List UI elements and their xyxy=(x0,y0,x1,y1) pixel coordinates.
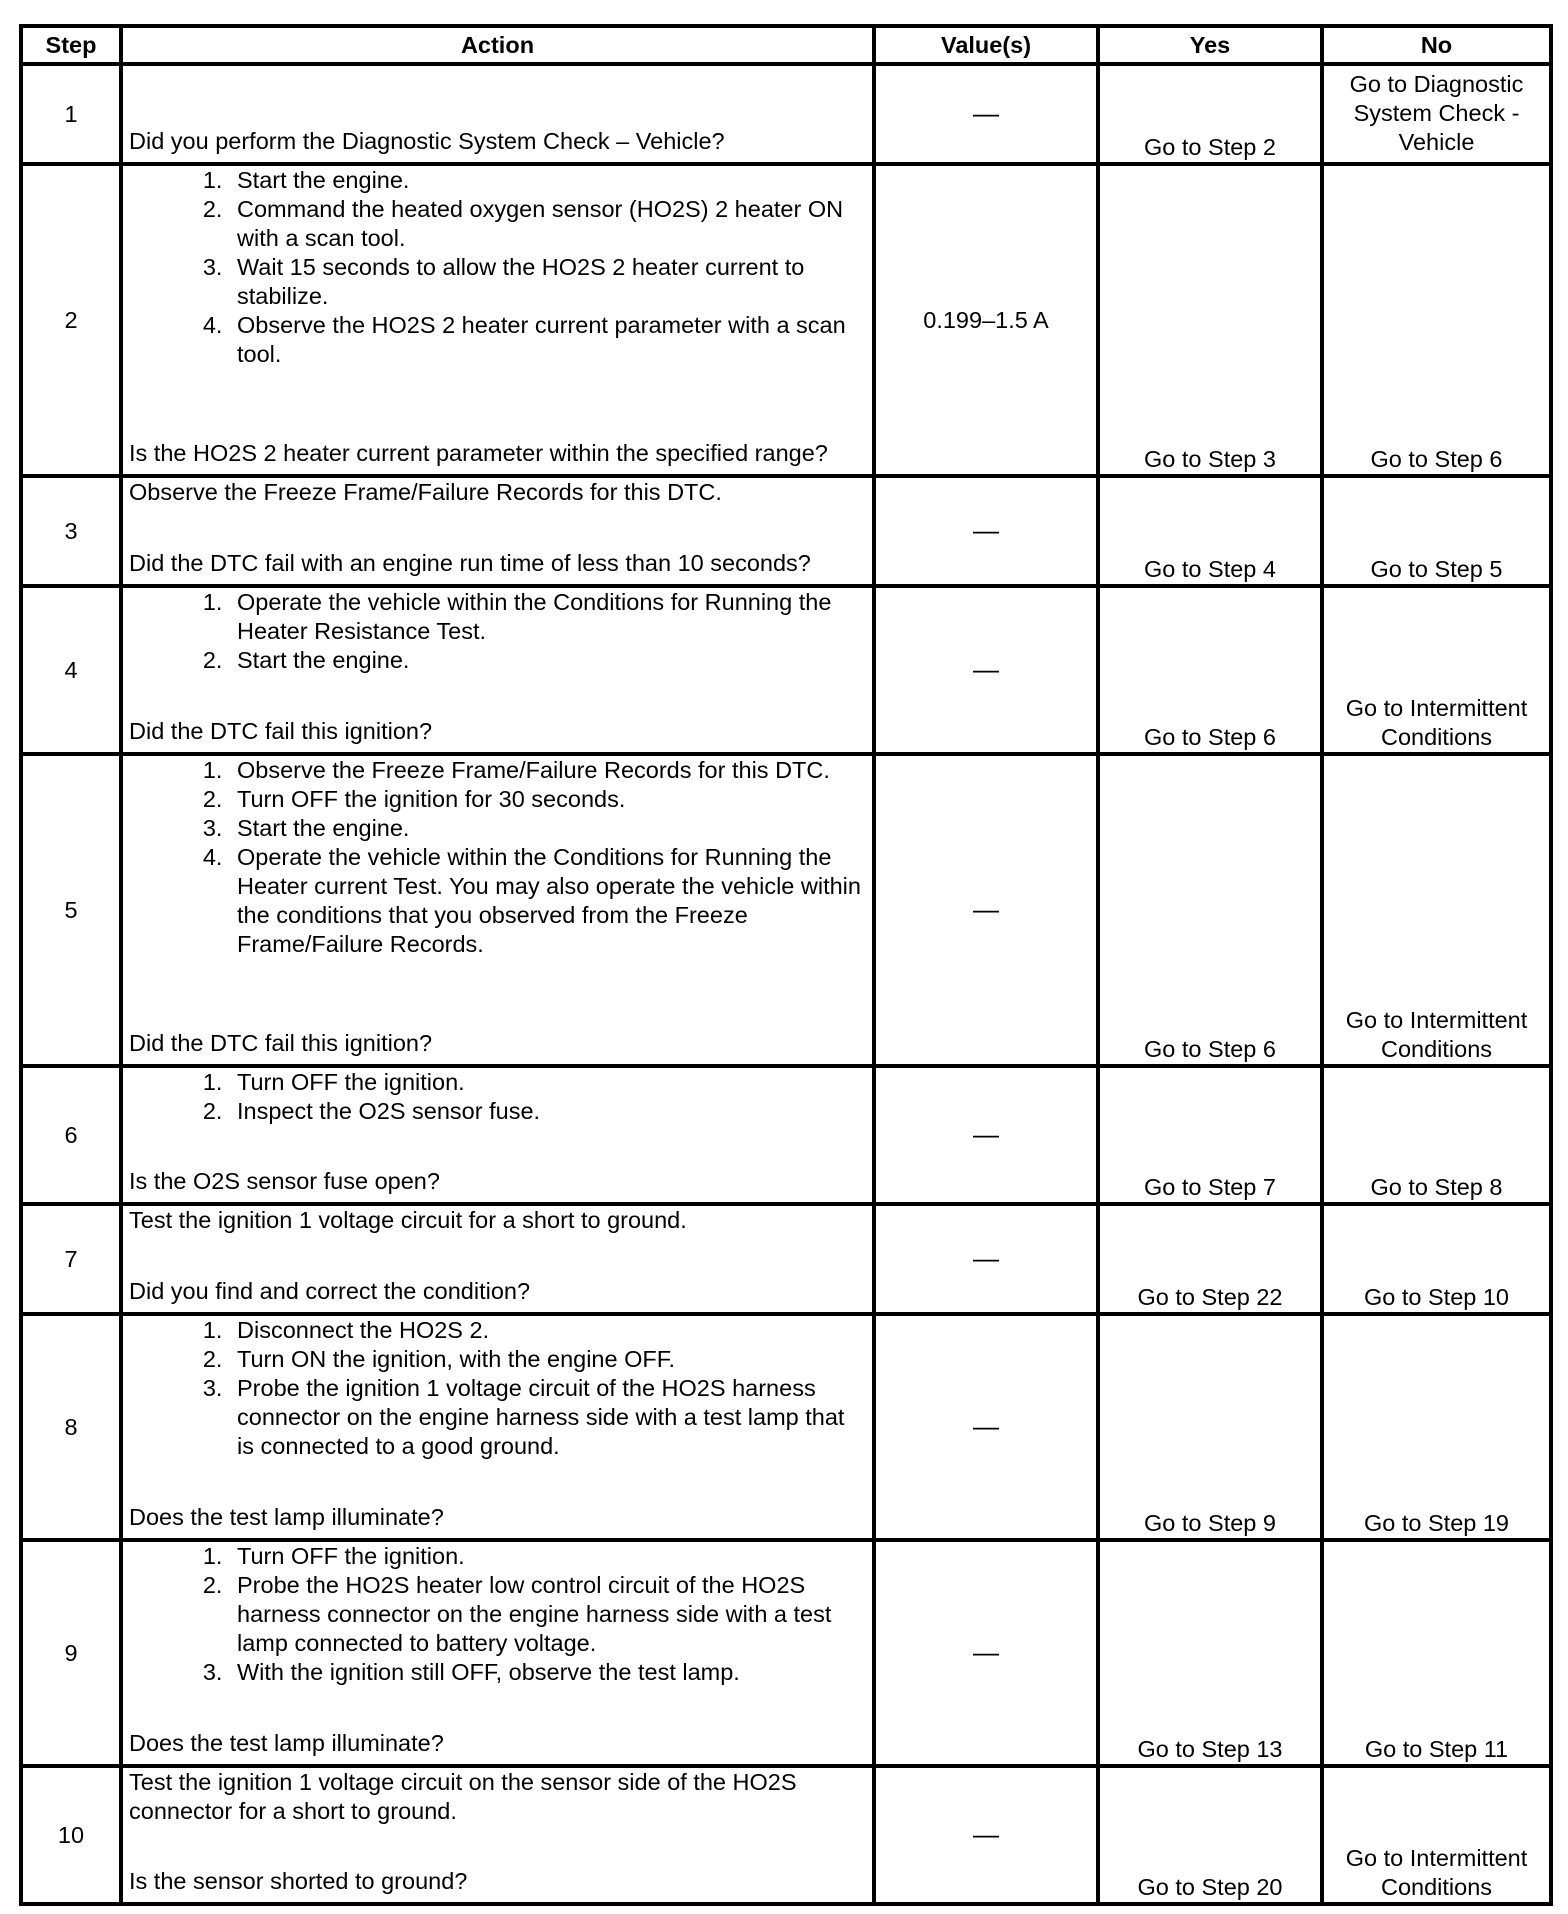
yes-action: Go to Step 20 xyxy=(1098,1766,1322,1904)
step-number: 2 xyxy=(21,164,121,476)
specified-value: — xyxy=(973,98,999,128)
step-number: 9 xyxy=(21,1540,121,1766)
action-step-item: 2. Probe the HO2S heater low control circuit of the HO2S harness connector on the engine harness side with a test lamp connected to battery voltage. xyxy=(229,1571,866,1658)
action-step-item: 4. Observe the HO2S 2 heater current parameter with a scan tool. xyxy=(229,311,866,369)
table-row xyxy=(21,1314,1551,1540)
action-instruction: Observe the Freeze Frame/Failure Records for this DTC. xyxy=(129,479,722,505)
value-cell xyxy=(874,1204,1098,1314)
diagnostic-table xyxy=(19,24,1553,1906)
step-number: 4 xyxy=(21,586,121,754)
specified-value: — xyxy=(973,1819,999,1849)
action-cell xyxy=(121,1766,874,1904)
step-number: 10 xyxy=(21,1766,121,1904)
action-question: Does the test lamp illuminate? xyxy=(129,1504,444,1530)
yes-action: Go to Step 3 xyxy=(1098,164,1322,476)
action-steps-list xyxy=(129,1316,866,1461)
no-action: Go to Intermittent Conditions xyxy=(1322,1766,1551,1904)
value-cell xyxy=(874,64,1098,164)
action-steps-list xyxy=(129,1542,866,1687)
action-question: Does the test lamp illuminate? xyxy=(129,1730,444,1756)
header-no: No xyxy=(1322,26,1551,64)
action-cell xyxy=(121,1314,874,1540)
action-step-item: 2. Inspect the O2S sensor fuse. xyxy=(229,1097,866,1126)
action-step-item: 2. Turn ON the ignition, with the engine OFF. xyxy=(229,1345,866,1374)
action-question: Is the sensor shorted to ground? xyxy=(129,1868,468,1894)
value-cell xyxy=(874,1314,1098,1540)
table-row xyxy=(21,1204,1551,1314)
yes-action: Go to Step 13 xyxy=(1098,1540,1322,1766)
action-steps-list xyxy=(129,756,866,959)
step-number: 3 xyxy=(21,476,121,586)
action-cell xyxy=(121,754,874,1066)
action-step-item: 1. Observe the Freeze Frame/Failure Records for this DTC. xyxy=(229,756,866,785)
action-cell xyxy=(121,64,874,164)
specified-value: — xyxy=(973,654,999,684)
no-action: Go to Step 5 xyxy=(1322,476,1551,586)
action-step-item: 2. Start the engine. xyxy=(229,646,866,675)
step-number: 5 xyxy=(21,754,121,1066)
value-cell xyxy=(874,1540,1098,1766)
table-row xyxy=(21,64,1551,164)
value-cell xyxy=(874,164,1098,476)
yes-action: Go to Step 4 xyxy=(1098,476,1322,586)
action-instruction: Test the ignition 1 voltage circuit on the sensor side of the HO2S connector for a short to ground. xyxy=(129,1769,797,1824)
specified-value: — xyxy=(973,1243,999,1273)
step-number: 1 xyxy=(21,64,121,164)
specified-value: — xyxy=(973,515,999,545)
action-steps-list xyxy=(129,588,866,675)
action-step-item: 1. Operate the vehicle within the Conditions for Running the Heater Resistance Test. xyxy=(229,588,866,646)
specified-value: — xyxy=(973,1637,999,1667)
yes-action: Go to Step 2 xyxy=(1098,64,1322,164)
action-step-item: 3. Probe the ignition 1 voltage circuit of the HO2S harness connector on the engine harness side with a test lamp that is connected to a good ground. xyxy=(229,1374,866,1461)
table-row xyxy=(21,1066,1551,1204)
yes-action: Go to Step 9 xyxy=(1098,1314,1322,1540)
specified-value: 0.199–1.5 A xyxy=(923,306,1049,333)
specified-value: — xyxy=(973,1411,999,1441)
action-cell xyxy=(121,1540,874,1766)
action-step-item: 1. Start the engine. xyxy=(229,166,866,195)
value-cell xyxy=(874,476,1098,586)
yes-action: Go to Step 6 xyxy=(1098,586,1322,754)
action-question: Did the DTC fail with an engine run time of less than 10 seconds? xyxy=(129,550,811,576)
value-cell xyxy=(874,1766,1098,1904)
action-step-item: 4. Operate the vehicle within the Conditions for Running the Heater current Test. You may also operate the vehicle within the conditions that you observed from the Freeze Frame/Failure Records. xyxy=(229,843,866,959)
specified-value: — xyxy=(973,1119,999,1149)
action-steps-list xyxy=(129,1068,866,1126)
action-instruction: Test the ignition 1 voltage circuit for a short to ground. xyxy=(129,1207,687,1233)
action-steps-list xyxy=(129,166,866,369)
header-step: Step xyxy=(21,26,121,64)
action-question: Is the O2S sensor fuse open? xyxy=(129,1168,440,1194)
action-question: Did the DTC fail this ignition? xyxy=(129,1030,433,1056)
table-row xyxy=(21,1540,1551,1766)
table-row xyxy=(21,1766,1551,1904)
step-number: 6 xyxy=(21,1066,121,1204)
step-number: 8 xyxy=(21,1314,121,1540)
no-action: Go to Intermittent Conditions xyxy=(1322,586,1551,754)
yes-action: Go to Step 6 xyxy=(1098,754,1322,1066)
no-action: Go to Step 10 xyxy=(1322,1204,1551,1314)
action-step-item: 3. With the ignition still OFF, observe the test lamp. xyxy=(229,1658,866,1687)
specified-value: — xyxy=(973,894,999,924)
table-row xyxy=(21,754,1551,1066)
header-row xyxy=(21,26,1551,64)
value-cell xyxy=(874,586,1098,754)
no-action: Go to Intermittent Conditions xyxy=(1322,754,1551,1066)
action-cell xyxy=(121,1066,874,1204)
action-step-item: 2. Command the heated oxygen sensor (HO2S) 2 heater ON with a scan tool. xyxy=(229,195,866,253)
table-row xyxy=(21,586,1551,754)
action-step-item: 1. Turn OFF the ignition. xyxy=(229,1068,866,1097)
yes-action: Go to Step 7 xyxy=(1098,1066,1322,1204)
no-action: Go to Step 6 xyxy=(1322,164,1551,476)
header-yes: Yes xyxy=(1098,26,1322,64)
action-cell xyxy=(121,476,874,586)
no-action: Go to Step 11 xyxy=(1322,1540,1551,1766)
action-cell xyxy=(121,1204,874,1314)
action-step-item: 1. Disconnect the HO2S 2. xyxy=(229,1316,866,1345)
table-row xyxy=(21,476,1551,586)
action-step-item: 3. Start the engine. xyxy=(229,814,866,843)
action-question: Is the HO2S 2 heater current parameter within the specified range? xyxy=(129,440,828,466)
no-action: Go to Step 8 xyxy=(1322,1066,1551,1204)
action-step-item: 3. Wait 15 seconds to allow the HO2S 2 heater current to stabilize. xyxy=(229,253,866,311)
value-cell xyxy=(874,1066,1098,1204)
step-number: 7 xyxy=(21,1204,121,1314)
action-step-item: 2. Turn OFF the ignition for 30 seconds. xyxy=(229,785,866,814)
header-values: Value(s) xyxy=(874,26,1098,64)
table-row xyxy=(21,164,1551,476)
action-cell xyxy=(121,164,874,476)
header-action: Action xyxy=(121,26,874,64)
yes-action: Go to Step 22 xyxy=(1098,1204,1322,1314)
action-step-item: 1. Turn OFF the ignition. xyxy=(229,1542,866,1571)
no-action: Go to Diagnostic System Check - Vehicle xyxy=(1322,64,1551,164)
table-body xyxy=(21,64,1551,1904)
no-action: Go to Step 19 xyxy=(1322,1314,1551,1540)
action-question: Did you perform the Diagnostic System Check – Vehicle? xyxy=(129,128,725,154)
value-cell xyxy=(874,754,1098,1066)
action-cell xyxy=(121,586,874,754)
action-question: Did the DTC fail this ignition? xyxy=(129,718,433,744)
action-question: Did you find and correct the condition? xyxy=(129,1278,531,1304)
